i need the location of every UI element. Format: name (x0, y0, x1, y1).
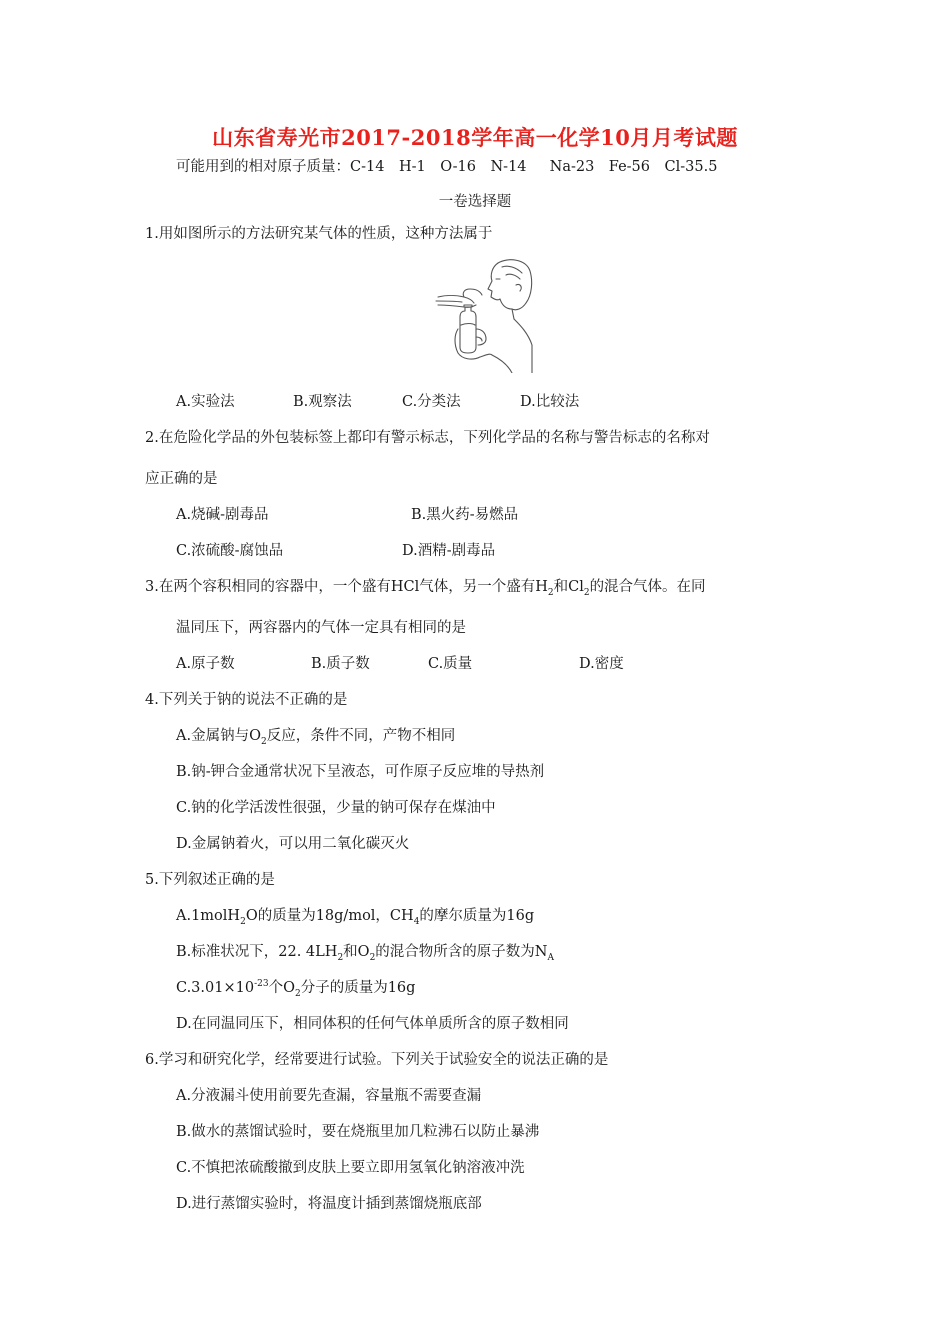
q2-option-c[interactable]: C.浓硫酸-腐蚀品 (176, 543, 284, 559)
q2-stem-line1: 2.在危险化学品的外包装标签上都印有警示标志，下列化学品的名称与警告标志的名称对 (145, 430, 710, 446)
q5-stem: 5.下列叙述正确的是 (145, 872, 275, 888)
q4-option-a[interactable]: A.金属钠与$O_2$反应，条件不同，产物不相同 (176, 728, 456, 747)
q4-option-c[interactable]: C.钠的化学活泼性很强，少量的钠可保存在煤油中 (176, 800, 496, 816)
q5-option-c[interactable]: $C.3.01\times 10^{-23}$个$O_2$分子的质量为16g (176, 979, 416, 999)
q3-option-d[interactable]: D.密度 (579, 656, 624, 672)
page-title: 山东省寿光市2017-2018学年高一化学10月月考试题 (212, 125, 738, 150)
q3-option-c[interactable]: C.质量 (428, 656, 473, 672)
q5-option-a[interactable]: A.1molH$_2$O的质量为18g/mol，$CH_4$的摩尔质量为16g (176, 908, 535, 927)
section-heading: 一卷选择题 (438, 194, 512, 210)
q6-option-b[interactable]: B.做水的蒸馏试验时，要在烧瓶里加几粒沸石以防止暴沸 (176, 1124, 540, 1140)
q2-options-row2 (176, 539, 876, 559)
q1-option-b[interactable]: B.观察法 (293, 394, 352, 410)
q6-option-c[interactable]: C.不慎把浓硫酸撤到皮肤上要立即用氢氧化钠溶液冲洗 (176, 1160, 525, 1176)
q1-option-a[interactable]: A.实验法 (176, 394, 235, 410)
q2-options-row1 (176, 503, 876, 523)
q1-option-c[interactable]: C.分类法 (402, 394, 461, 410)
q2-option-d[interactable]: D.酒精-剧毒品 (402, 543, 496, 559)
q1-stem: 1.用如图所示的方法研究某气体的性质，这种方法属于 (145, 226, 493, 242)
q5-option-b[interactable]: B.标准状况下，22. $4LH_2$和$O_2$的混合物所含的原子数为$N_A$ (176, 944, 554, 963)
atomic-masses-line: 可能用到的相对原子质量：C-14 H-1 O-16 N-14 Na-23 Fe-56 Cl-35.5 (176, 159, 718, 175)
q6-option-d[interactable]: D.进行蒸馏实验时，将温度计插到蒸馏烧瓶底部 (176, 1196, 482, 1212)
q4-option-d[interactable]: D.金属钠着火，可以用二氧化碳灭火 (176, 836, 410, 852)
q1-options (176, 390, 876, 410)
q3-option-b[interactable]: B.质子数 (311, 656, 370, 672)
q3-options (176, 652, 876, 672)
q2-stem-line2: 应正确的是 (145, 471, 218, 487)
q3-stem-line2: 温同压下，两容器内的气体一定具有相同的是 (176, 620, 466, 636)
q2-option-a[interactable]: A.烧碱-剧毒品 (176, 507, 269, 523)
q3-option-a[interactable]: A.原子数 (176, 656, 235, 672)
q4-option-b[interactable]: B.钠-钾合金通常状况下呈液态，可作原子反应堆的导热剂 (176, 764, 545, 780)
q1-option-d[interactable]: D.比较法 (520, 394, 580, 410)
q3-stem-line1: 3.在两个容积相同的容器中，一个盛有HCl气体，另一个盛有$H_2$和$Cl_2$的混合气体。在同 (145, 579, 706, 598)
smelling-gas-illustration-icon (428, 255, 534, 373)
q4-stem: 4.下列关于钠的说法不正确的是 (145, 692, 348, 708)
q5-option-d[interactable]: D.在同温同压下，相同体积的任何气体单质所含的原子数相同 (176, 1016, 569, 1032)
q2-option-b[interactable]: B.黑火药-易燃品 (411, 507, 519, 523)
q6-option-a[interactable]: A.分液漏斗使用前要先查漏，容量瓶不需要查漏 (176, 1088, 482, 1104)
q6-stem: 6.学习和研究化学，经常要进行试验。下列关于试验安全的说法正确的是 (145, 1052, 609, 1068)
